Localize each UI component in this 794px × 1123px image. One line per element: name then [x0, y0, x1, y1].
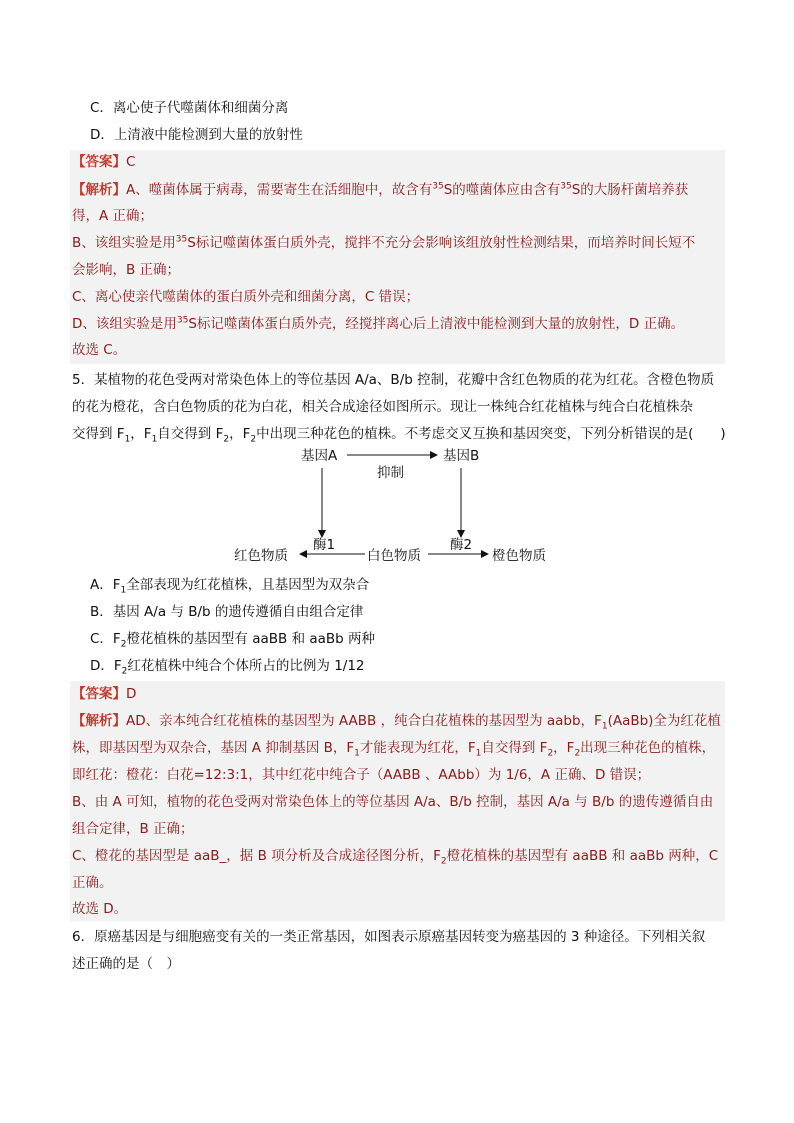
- q5-analysis-line1: 【解析】AD、亲本纯合红花植株的基因型为 AABB ，纯合白花植株的基因型为 aabb，$F_1(AaBb)$全为红花植: [72, 713, 721, 732]
- q4-analysis-d: D、该组实验是用$^{35}$S标记噬菌体蛋白质外壳，经搅拌离心后上清液中能检测到大量的放射性，D 正确。: [72, 315, 685, 332]
- q5-stem-line2: 的花为橙花，含白色物质的花为白花，相关合成途径如图所示。现让一株纯合红花植株与纯合白花植株杂: [72, 399, 693, 415]
- q4-analysis-a-cont: 得，A 正确；: [72, 208, 154, 224]
- q4-option-c: C．离心使子代噬菌体和细菌分离: [90, 100, 289, 116]
- q5-option-d: D．$F_2$红花植株中纯合个体所占的比例为 1/12: [90, 658, 365, 677]
- q4-option-d: D．上清液中能检测到大量的放射性: [90, 127, 303, 143]
- white-substance-label: 白色物质: [367, 548, 421, 564]
- gene-b-label: 基因B: [443, 448, 480, 464]
- q5-analysis-line7: 正确。: [72, 875, 113, 891]
- orange-substance-label: 橙色物质: [492, 548, 546, 564]
- q5-analysis-line4: B、由 A 可知，植物的花色受两对常染色体上的等位基因 A/a、B/b 控制，基因 A/a 与 B/b 的遗传遵循自由: [72, 794, 714, 810]
- pathway-diagram: [225, 448, 565, 573]
- red-substance-label: 红色物质: [234, 548, 288, 564]
- analysis-label: 【解析】: [72, 713, 126, 729]
- inhibit-label: 抑制: [377, 465, 404, 481]
- q5-stem-line3: 交得到 $F_1$，$F_1$自交得到 $F_2$，$F_2$中出现三种花色的植株。不考虑交叉互换和基因突变，下列分析错误的是( ): [72, 426, 726, 445]
- q5-answer: [72, 684, 136, 704]
- q5-conclusion: 故选 D。: [72, 901, 128, 917]
- enzyme1-label: 酶1: [313, 537, 336, 553]
- answer-value: C: [126, 154, 136, 170]
- q5-analysis-line5: 组合定律，B 正确；: [72, 821, 194, 837]
- answer-label: 【答案】: [72, 154, 126, 170]
- q4-analysis-b: B、该组实验是用$^{35}$S标记噬菌体蛋白质外壳，搅拌不充分会影响该组放射性检测结果，而培养时间长短不: [72, 234, 696, 251]
- analysis-label: 【解析】: [72, 182, 126, 198]
- q5-option-c: C．$F_2$橙花植株的基因型有 aaBB 和 aaBb 两种: [90, 631, 376, 650]
- gene-a-label: 基因A: [301, 448, 338, 464]
- q5-option-a: A．$F_1$全部表现为红花植株，且基因型为双杂合: [90, 577, 370, 596]
- answer-label: 【答案】: [72, 686, 126, 702]
- answer-value: D: [126, 686, 137, 702]
- q4-analysis-c: C、离心使亲代噬菌体的蛋白质外壳和细菌分离，C 错误；: [72, 289, 420, 305]
- q5-analysis-line2: 株，即基因型为双杂合，基因 A 抑制基因 B，$F_1$才能表现为红花，$F_1$自交得到 $F_2$，$F_2$出现三种花色的植株，: [72, 740, 716, 759]
- q4-answer: [72, 152, 135, 172]
- q6-stem-line2: 述正确的是（ ）: [72, 956, 180, 972]
- q5-stem-line1: 5．某植物的花色受两对常染色体上的等位基因 A/a、B/b 控制，花瓣中含红色物质的花为红花。含橙色物质: [72, 372, 715, 388]
- q5-analysis-line3: 即红花：橙花：白花=12:3:1，其中红花中纯合子（AABB 、AAbb）为 1/6，A 正确、D 错误；: [72, 767, 651, 783]
- q6-stem-line1: 6．原癌基因是与细胞癌变有关的一类正常基因，如图表示原癌基因转变为癌基因的 3 种途径。下列相关叙: [72, 929, 706, 945]
- enzyme2-label: 酶2: [450, 537, 473, 553]
- q4-analysis-a: 【解析】A、噬菌体属于病毒，需要寄生在活细胞中，故含有$^{35}$S的噬菌体应由含有$^{35}$S的大肠杆菌培养获: [72, 181, 689, 198]
- q5-analysis-line6: C、橙花的基因型是 aaB_，据 B 项分析及合成途径图分析，$F_2$橙花植株的基因型有 aaBB 和 aaBb 两种，C: [72, 848, 719, 867]
- q4-conclusion: 故选 C。: [72, 342, 127, 358]
- q4-analysis-b-cont: 会影响，B 正确；: [72, 262, 181, 278]
- q5-option-b: B．基因 A/a 与 B/b 的遗传遵循自由组合定律: [90, 604, 364, 620]
